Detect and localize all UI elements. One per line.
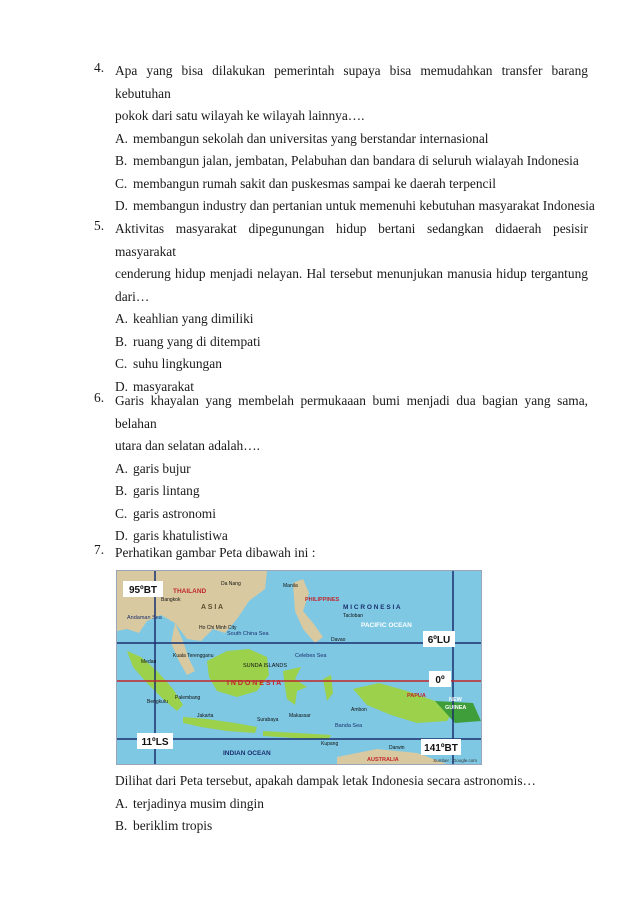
city-tacloban: Tacloban <box>343 613 364 619</box>
option-c: C. suhu lingkungan <box>115 356 222 371</box>
city-ambon: Ambon <box>351 707 367 713</box>
question-stem: Perhatikan gambar Peta dibawah ini : <box>115 545 316 560</box>
new-label: NEW <box>449 697 462 703</box>
indonesia-label: I N D O N E S I A <box>227 680 282 687</box>
city-jakarta: Jakarta <box>197 713 214 719</box>
city-kupang: Kupang <box>321 741 339 747</box>
option-c: C. garis astronomi <box>115 505 216 521</box>
thailand-label: THAILAND <box>173 588 207 595</box>
question-number: 4. <box>94 60 105 75</box>
asia-label: A S I A <box>201 604 224 611</box>
question-7 <box>94 542 588 565</box>
city-kuala: Kuala Terengganu <box>173 653 214 659</box>
city-palembang: Palembang <box>175 695 201 701</box>
celebes-sea-label: Celebes Sea <box>295 653 327 659</box>
guinea-label: GUINEA <box>445 705 467 711</box>
question-4 <box>94 60 595 218</box>
option-a: A. terjadinya musim dingin <box>115 795 264 811</box>
lon-east-label: 141ºBT <box>424 743 458 754</box>
question-7-followup <box>94 770 588 838</box>
city-danang: Da Nang <box>221 581 241 587</box>
lat-south-label: 11ºLS <box>141 737 169 748</box>
city-darwin: Darwin <box>389 745 405 751</box>
option-d: D. garis khatulistiwa <box>115 528 228 543</box>
question-stem <box>115 60 588 128</box>
option-a: A. garis bujur <box>115 460 191 476</box>
stem-line: cenderung hidup menjadi nelayan. Hal tersebut menunjukan manusia hidup tergantung <box>115 266 588 281</box>
pacific-label: PACIFIC OCEAN <box>361 622 412 629</box>
sunda-label: SUNDA ISLANDS <box>243 663 288 669</box>
city-makassar: Makassar <box>289 713 311 719</box>
option-d: D. masyarakat <box>115 378 194 394</box>
stem-line: utara dan selatan adalah…. <box>115 438 260 453</box>
city-hochi: Ho Chi Minh City <box>199 625 237 631</box>
question-stem <box>115 390 588 458</box>
city-davao: Davao <box>331 637 346 643</box>
question-number: 7. <box>94 542 105 557</box>
stem-line: dari… <box>115 288 150 304</box>
question-6 <box>94 390 588 548</box>
city-medan: Medan <box>141 659 157 665</box>
city-bangkok: Bangkok <box>161 597 181 603</box>
south-china-sea-label: South China Sea <box>227 631 269 637</box>
question-number: 5. <box>94 218 105 233</box>
map-credit: Sumber : Google.com <box>433 758 477 763</box>
papua-label: PAPUA <box>407 693 426 699</box>
indian-ocean-label: INDIAN OCEAN <box>223 750 271 757</box>
city-manila: Manila <box>283 583 298 589</box>
option-a: A. membangun sekolah dan universitas yang berstandar internasional <box>115 130 489 146</box>
micronesia-label: M I C R O N E S I A <box>343 604 401 611</box>
equator-label: 0º <box>435 675 445 686</box>
stem-line: Aktivitas masyarakat dipegunungan hidup bertani sedangkan didaerah pesisir masyarakat <box>115 221 588 259</box>
option-b: B. ruang yang di ditempati <box>115 333 261 349</box>
stem-line: Garis khayalan yang membelah permukaaan bumi menjadi dua bagian yang sama, belahan <box>115 393 588 431</box>
andaman-sea-label: Andaman Sea <box>127 615 162 621</box>
option-b: B. beriklim tropis <box>115 818 213 833</box>
lon-west-label: 95ºBT <box>128 585 158 596</box>
option-a: A. keahlian yang dimiliki <box>115 311 254 326</box>
question-5 <box>94 218 588 398</box>
philippines-label: PHILIPPINES <box>305 597 340 603</box>
city-surabaya: Surabaya <box>257 717 279 723</box>
australia-label: AUSTRALIA <box>367 757 399 763</box>
question-stem <box>115 218 588 308</box>
stem-line: pokok dari satu wilayah ke wilayah lainnya…. <box>115 108 365 123</box>
banda-sea-label: Banda Sea <box>335 723 363 729</box>
stem-line: Apa yang bisa dilakukan pemerintah supaya bisa memudahkan transfer barang kebutuhan <box>115 63 588 101</box>
question-number: 6. <box>94 390 105 405</box>
option-c: C. membangun rumah sakit dan puskesmas sampai ke daerah terpencil <box>115 175 496 191</box>
option-b: B. garis lintang <box>115 483 200 498</box>
followup-question: Dilihat dari Peta tersebut, apakah dampak letak Indonesia secara astronomis… <box>115 773 536 788</box>
option-d: D. membangun industry dan pertanian untuk memenuhi kebutuhan masyarakat Indonesia <box>115 198 595 213</box>
lat-north-label: 6ºLU <box>427 635 451 646</box>
indonesia-map <box>116 570 482 765</box>
city-bengkulu: Bengkulu <box>147 699 168 705</box>
option-b: B. membangun jalan, jembatan, Pelabuhan dan bandara di seluruh wialayah Indonesia <box>115 153 579 168</box>
